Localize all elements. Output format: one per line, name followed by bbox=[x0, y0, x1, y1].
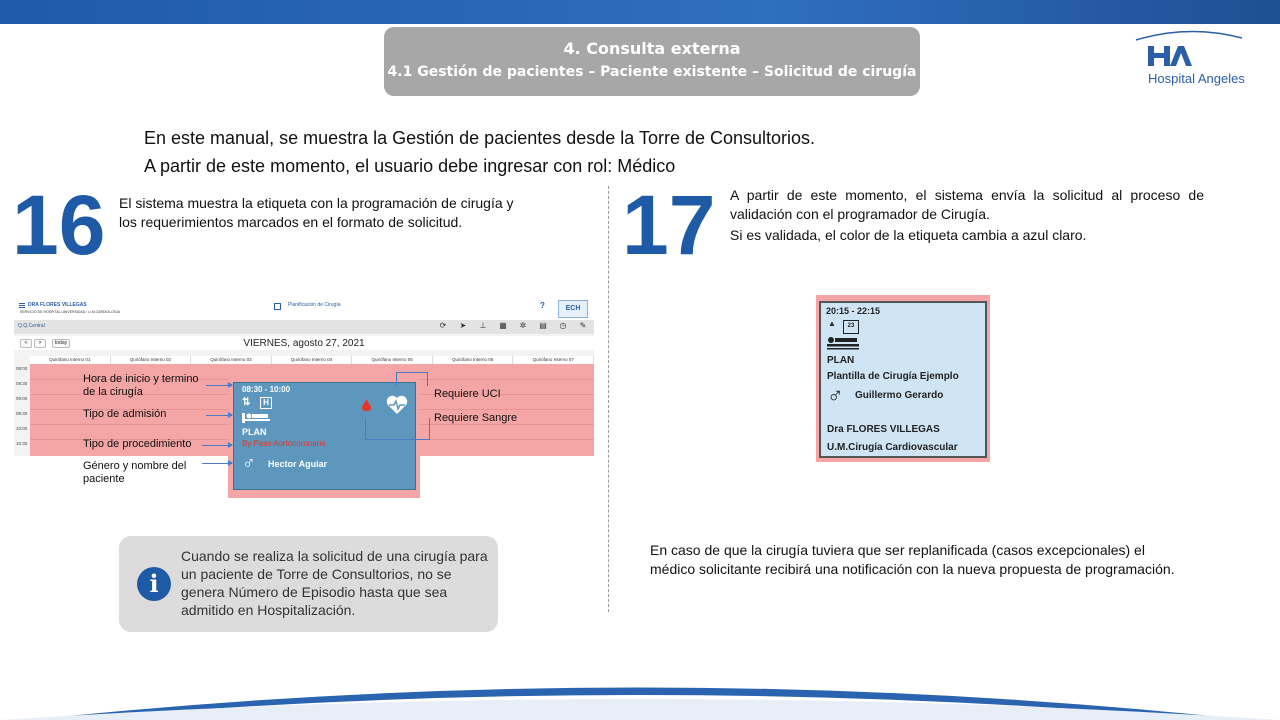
replan-note-line-1: En caso de que la cirugía tuviera que ser replanificada (casos excepcionales) el bbox=[650, 542, 1145, 558]
validated-doctor: Dra FLORES VILLEGAS bbox=[827, 424, 940, 435]
validated-patient: Guillermo Gerardo bbox=[855, 390, 944, 401]
step-16-line-2: los requerimientos marcados en el formato de solicitud. bbox=[119, 214, 463, 230]
time-slot: 10:30 bbox=[16, 441, 28, 446]
planner-toolbar bbox=[14, 320, 594, 334]
step-16-number: 16 bbox=[12, 178, 106, 272]
connector-uci bbox=[396, 372, 428, 386]
room-column: Quirófano Interno 01 bbox=[30, 356, 111, 364]
page-subtitle: 4.1 Gestión de pacientes – Paciente existente – Solicitud de cirugía bbox=[387, 64, 917, 80]
logo-text: Hospital Angeles bbox=[1148, 71, 1245, 86]
arrow-hora bbox=[206, 385, 232, 386]
room-column: Quirófano Interno 06 bbox=[433, 356, 514, 364]
intro-line-1: En este manual, se muestra la Gestión de pacientes desde la Torre de Consultorios. bbox=[144, 128, 816, 148]
surgery-card-validated[interactable] bbox=[819, 301, 987, 458]
gear-icon[interactable]: ✲ bbox=[519, 321, 527, 330]
label-hora-line-1: Hora de inicio y termino bbox=[83, 373, 199, 385]
time-slot: 09:30 bbox=[16, 411, 28, 416]
planner-module: Planificación de Cirugía bbox=[288, 302, 341, 308]
surgery-time: 08:30 - 10:00 bbox=[242, 385, 291, 394]
toolbar-actions bbox=[436, 320, 590, 334]
today-button[interactable]: today bbox=[52, 339, 70, 348]
intro-line-2: A partir de este momento, el usuario debe ingresar con rol: Médico bbox=[144, 156, 676, 176]
bed-icon bbox=[242, 413, 270, 423]
hospital-logo bbox=[1134, 28, 1252, 92]
step-17-number: 17 bbox=[622, 178, 716, 272]
refresh-icon[interactable]: ⟳ bbox=[439, 321, 447, 330]
label-procedimiento: Tipo de procedimiento bbox=[83, 438, 192, 450]
step-16-line-1: El sistema muestra la etiqueta con la programación de cirugía y bbox=[119, 195, 514, 211]
info-note bbox=[119, 536, 498, 632]
validated-status: PLAN bbox=[827, 355, 855, 366]
time-slot: 08:00 bbox=[16, 366, 28, 371]
room-column: Quirófano Interno 07 bbox=[513, 356, 594, 364]
menu-icon[interactable] bbox=[19, 303, 25, 308]
label-genero-line-2: paciente bbox=[83, 473, 125, 485]
calendar-day-icon: 23 bbox=[843, 320, 859, 334]
male-icon: ♂ bbox=[827, 383, 844, 408]
step-17-text bbox=[730, 186, 1204, 245]
step-16-text bbox=[119, 194, 514, 232]
replan-note-line-2: médico solicitante recibirá una notificación con la nueva propuesta de programación. bbox=[650, 561, 1175, 577]
planner-doctor: DRA FLORES VILLEGAS bbox=[28, 302, 87, 308]
hierarchy-icon[interactable]: ⊥ bbox=[479, 321, 487, 330]
logo-mark-icon bbox=[1134, 28, 1252, 72]
info-icon: i bbox=[137, 567, 171, 601]
time-slot: 09:00 bbox=[16, 396, 28, 401]
planner-header bbox=[14, 298, 594, 320]
label-sangre: Requiere Sangre bbox=[434, 412, 518, 424]
label-genero bbox=[83, 460, 186, 486]
connector-sangre bbox=[365, 418, 430, 440]
step-17-line-1: A partir de este momento, el sistema envía la solicitud al proceso de bbox=[730, 187, 1204, 203]
section-divider bbox=[608, 186, 609, 612]
patient-name: Hector Aguiar bbox=[268, 459, 328, 469]
help-icon[interactable]: ? bbox=[540, 301, 545, 310]
planner-nav-row bbox=[14, 336, 594, 350]
room-column: Quirófano Interno 05 bbox=[352, 356, 433, 364]
arrow-procedimiento bbox=[202, 445, 232, 446]
intro-text bbox=[144, 124, 815, 180]
surgery-procedure: By Pass Aortocoronario bbox=[242, 439, 326, 448]
time-slot: 08:30 bbox=[16, 381, 28, 386]
ech-logo: ECH bbox=[558, 300, 588, 318]
title-box bbox=[384, 27, 920, 96]
calendar-tool-icon[interactable]: ▦ bbox=[499, 321, 507, 330]
blood-drop-icon bbox=[362, 399, 371, 411]
label-uci: Requiere UCI bbox=[434, 388, 501, 400]
bottom-swoosh bbox=[0, 660, 1280, 720]
label-hora bbox=[83, 373, 199, 399]
label-genero-line-1: Género y nombre del bbox=[83, 460, 187, 472]
room-column: Quirófano Interno 03 bbox=[191, 356, 272, 364]
room-column: Quirófano Interno 02 bbox=[111, 356, 192, 364]
top-banner bbox=[0, 0, 1280, 24]
label-admision: Tipo de admisión bbox=[83, 408, 167, 420]
validated-time: 20:15 - 22:15 bbox=[826, 306, 881, 316]
validated-unit: U.M.Cirugía Cardiovascular bbox=[827, 442, 958, 453]
transfer-icon: ⇅ bbox=[242, 397, 251, 408]
replan-note bbox=[650, 541, 1175, 579]
pen-icon[interactable]: ✎ bbox=[579, 321, 587, 330]
step-17-line-2: validación con el programador de Cirugía. bbox=[730, 206, 990, 222]
arrow-admision bbox=[206, 415, 232, 416]
calendar-icon bbox=[274, 303, 281, 310]
prev-button[interactable]: < bbox=[20, 339, 32, 348]
heart-monitor-icon bbox=[386, 395, 408, 415]
arrow-genero bbox=[202, 463, 232, 464]
male-icon: ♂ bbox=[242, 453, 256, 473]
time-slot: 10:00 bbox=[16, 426, 28, 431]
document-icon[interactable]: ▤ bbox=[539, 321, 547, 330]
planner-location[interactable]: Q.Q.Central bbox=[18, 323, 45, 329]
next-button[interactable]: > bbox=[34, 339, 46, 348]
page-title: 4. Consulta externa bbox=[563, 39, 741, 58]
planner-date: VIERNES, agosto 27, 2021 bbox=[243, 338, 365, 349]
validated-template: Plantilla de Cirugía Ejemplo bbox=[827, 371, 959, 382]
navigate-icon[interactable]: ➤ bbox=[459, 321, 467, 330]
room-column-headers bbox=[30, 356, 594, 364]
info-text: Cuando se realiza la solicitud de una cirugía para un paciente de Torre de Consultorios, no se genera Número de Episodio hasta que sea admitido en Hospitalización. bbox=[181, 548, 488, 618]
label-hora-line-2: de la cirugía bbox=[83, 386, 143, 398]
hospital-admission-icon: H bbox=[260, 397, 272, 409]
planner-service: SERVICIO DE HOSPITAL UNIVERSIDAD / U.M.CARDIOLOGIA bbox=[20, 310, 120, 314]
surgery-status: PLAN bbox=[242, 427, 267, 437]
arrow-up-icon: ▲ bbox=[828, 319, 836, 328]
room-column: Quirófano Interno 04 bbox=[272, 356, 353, 364]
step-17-line-3: Si es validada, el color de la etiqueta cambia a azul claro. bbox=[730, 227, 1087, 243]
bed-icon bbox=[827, 336, 859, 350]
clock-icon[interactable]: ◷ bbox=[559, 321, 567, 330]
